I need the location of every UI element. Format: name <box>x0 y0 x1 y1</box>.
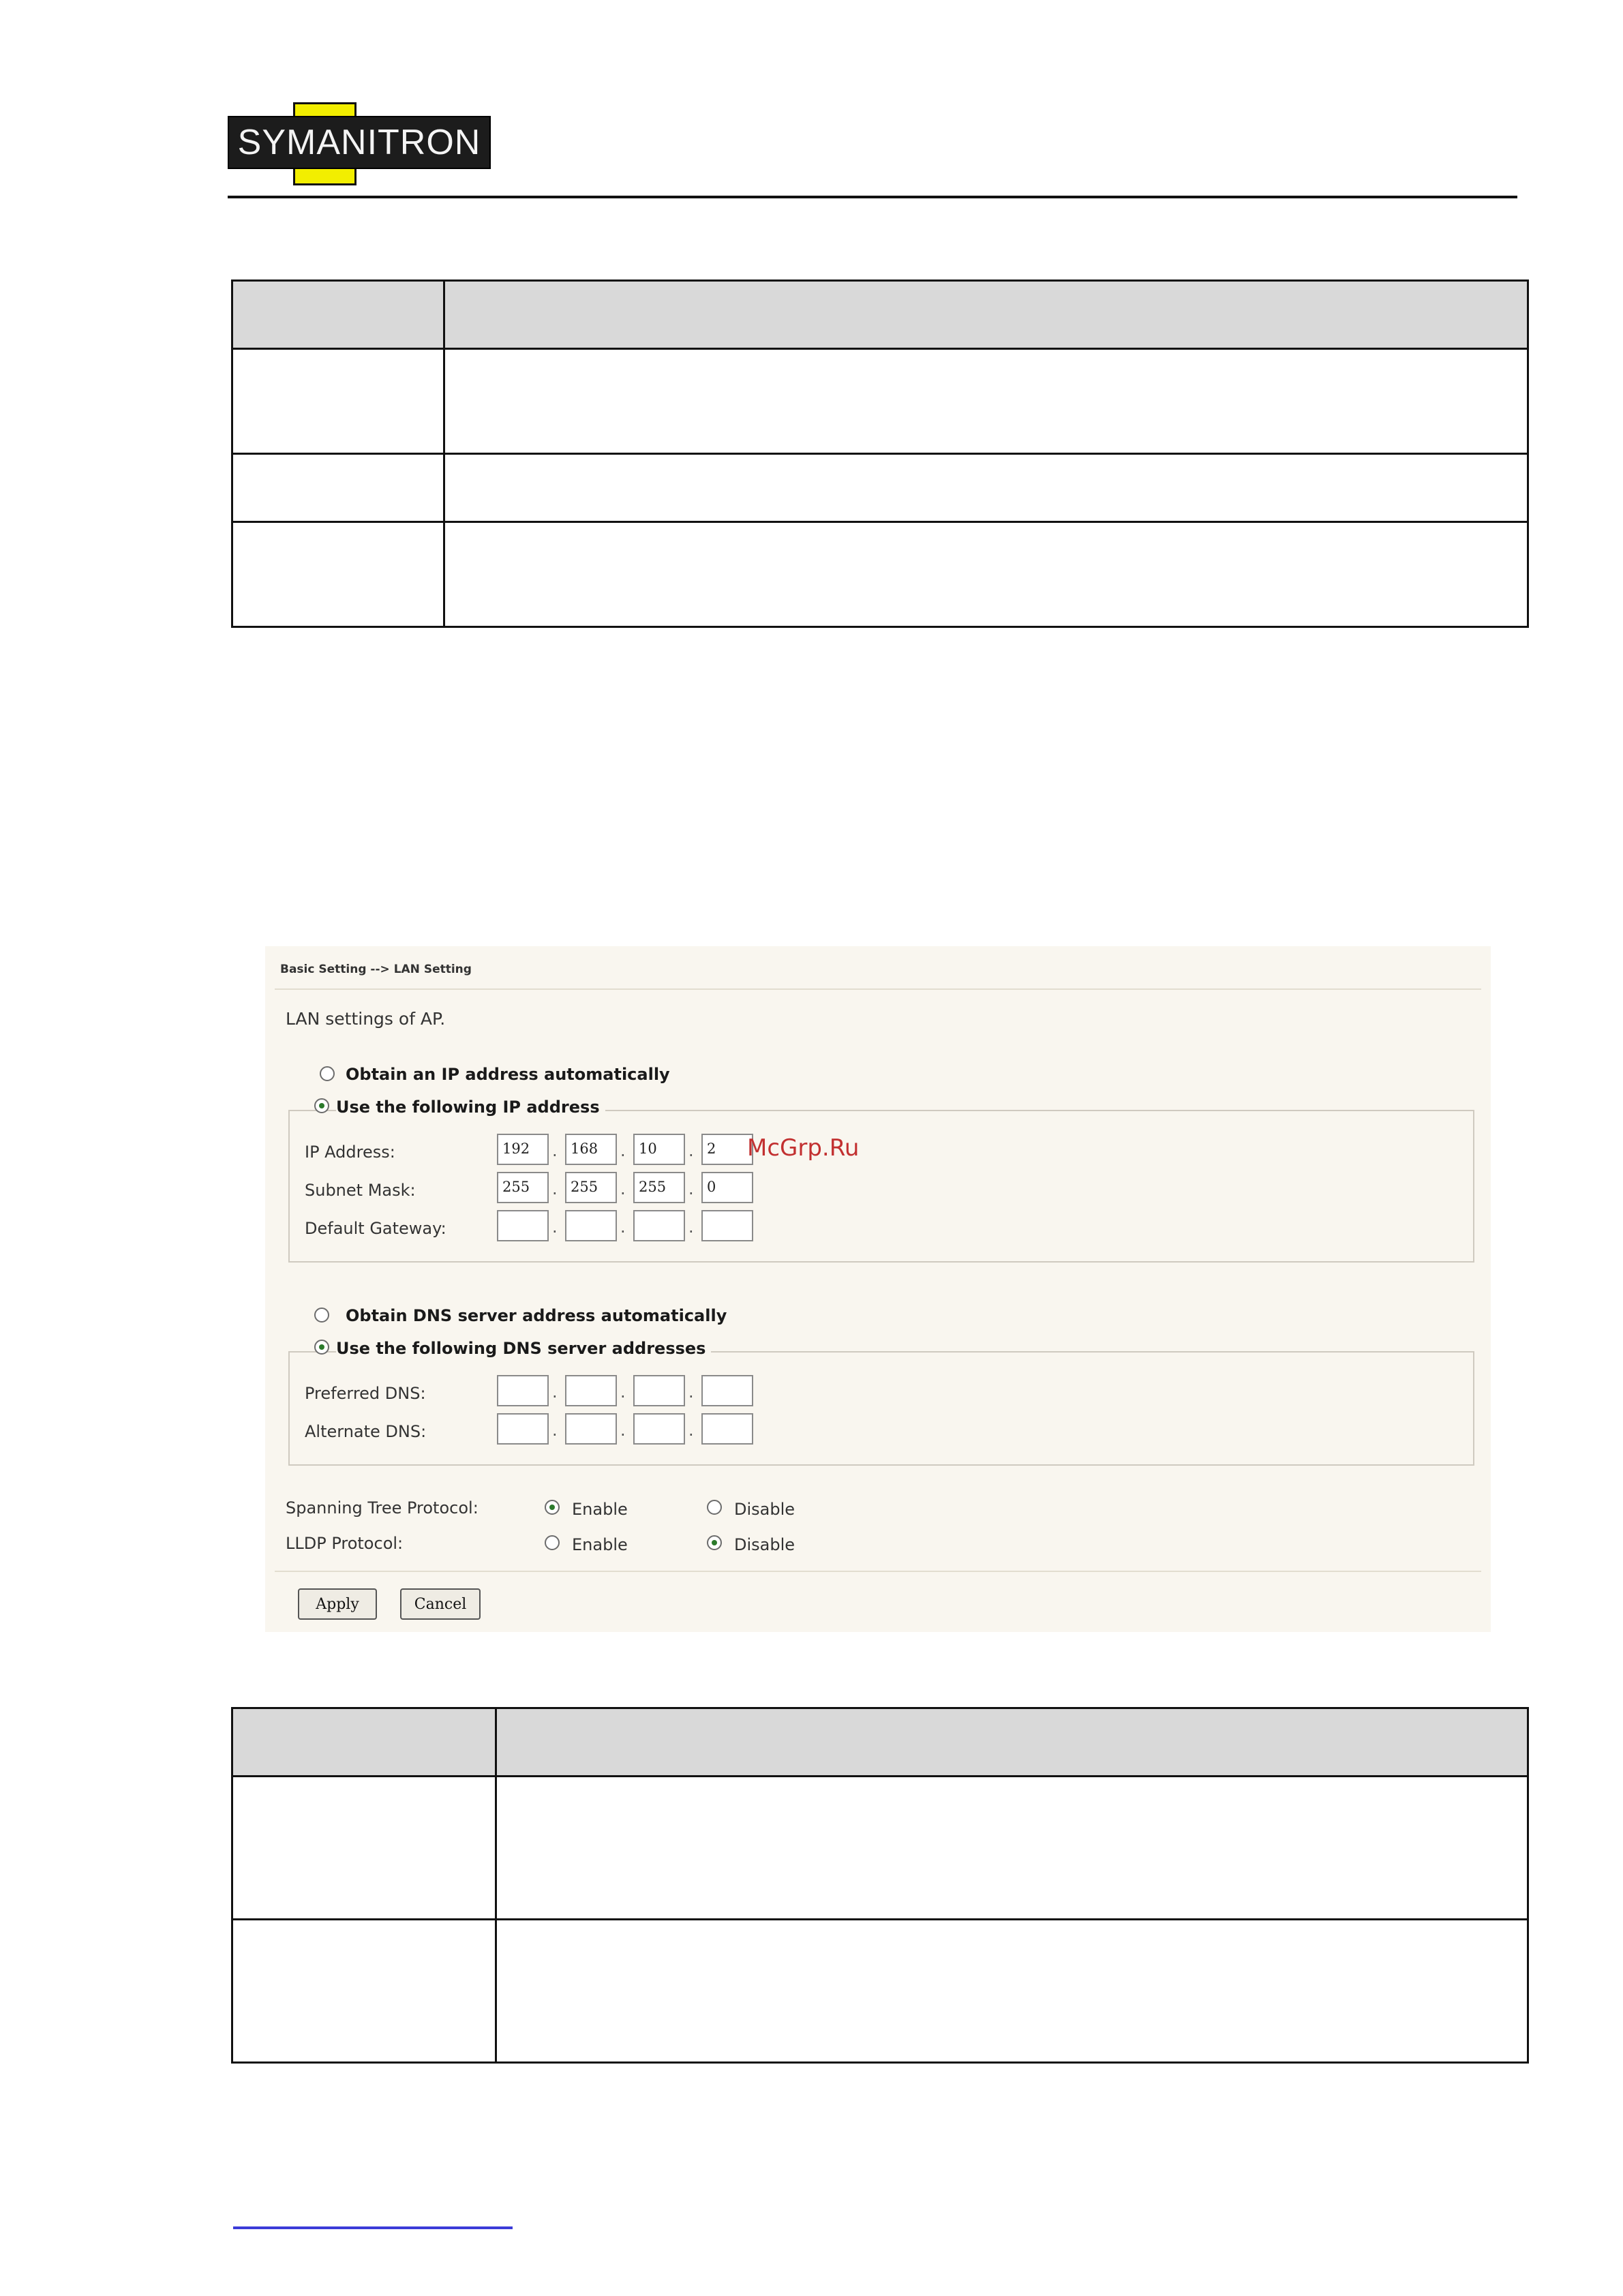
lan-setting-screenshot <box>265 946 1491 1632</box>
octet-dot: . <box>688 1421 694 1440</box>
top-table-cell <box>232 522 444 627</box>
octet-dot: . <box>620 1141 626 1160</box>
octet-dot: . <box>552 1141 558 1160</box>
octet-dot: . <box>688 1218 694 1237</box>
bottom-table-header-col1 <box>232 1708 496 1777</box>
alternate-dns-octet-2[interactable] <box>565 1413 617 1445</box>
watermark-text: McGrp.Ru <box>747 1134 860 1162</box>
top-table <box>231 280 1529 628</box>
octet-dot: . <box>620 1218 626 1237</box>
button-divider <box>275 1571 1481 1572</box>
stp-enable-label: Enable <box>572 1500 628 1519</box>
dns-auto-label: Obtain DNS server address automatically <box>346 1306 727 1325</box>
top-table-cell <box>232 349 444 454</box>
subnet-mask-octet-4[interactable]: 0 <box>701 1172 753 1203</box>
company-logo <box>228 102 491 185</box>
dns-fieldset <box>288 1351 1474 1466</box>
stp-disable-radio[interactable] <box>707 1500 722 1515</box>
bottom-table-header-col2 <box>496 1708 1528 1777</box>
top-table-cell <box>444 522 1528 627</box>
cancel-button[interactable]: Cancel <box>400 1588 481 1620</box>
default-gateway-octet-2[interactable] <box>565 1210 617 1241</box>
default-gateway-label: Default Gateway: <box>305 1219 446 1238</box>
ip-address-label: IP Address: <box>305 1143 395 1162</box>
octet-dot: . <box>620 1179 626 1198</box>
lldp-enable-radio[interactable] <box>545 1535 560 1550</box>
dns-auto-radio[interactable] <box>314 1308 329 1323</box>
octet-dot: . <box>552 1218 558 1237</box>
apply-button[interactable]: Apply <box>298 1588 377 1620</box>
stp-label: Spanning Tree Protocol: <box>286 1498 479 1517</box>
intro-text: LAN settings of AP. <box>286 1009 446 1029</box>
ip-manual-radio[interactable] <box>314 1098 329 1113</box>
top-table-cell <box>444 454 1528 522</box>
alternate-dns-label: Alternate DNS: <box>305 1422 427 1441</box>
logo-box <box>228 116 491 169</box>
preferred-dns-octet-2[interactable] <box>565 1375 617 1406</box>
octet-dot: . <box>688 1141 694 1160</box>
dns-manual-label: Use the following DNS server addresses <box>336 1339 711 1358</box>
ip-address-octet-2[interactable]: 168 <box>565 1134 617 1165</box>
stp-enable-radio[interactable] <box>545 1500 560 1515</box>
subnet-mask-octet-3[interactable]: 255 <box>633 1172 685 1203</box>
default-gateway-octet-1[interactable] <box>497 1210 549 1241</box>
octet-dot: . <box>620 1383 626 1402</box>
alternate-dns-octet-4[interactable] <box>701 1413 753 1445</box>
ip-address-octet-1[interactable]: 192 <box>497 1134 549 1165</box>
preferred-dns-label: Preferred DNS: <box>305 1384 426 1403</box>
top-table-header-col1 <box>232 281 444 349</box>
breadcrumb: Basic Setting --> LAN Setting <box>280 963 472 976</box>
lldp-enable-label: Enable <box>572 1535 628 1554</box>
preferred-dns-octet-1[interactable] <box>497 1375 549 1406</box>
default-gateway-octet-3[interactable] <box>633 1210 685 1241</box>
subnet-mask-label: Subnet Mask: <box>305 1181 416 1200</box>
dns-manual-radio[interactable] <box>314 1340 329 1355</box>
bottom-table-cell <box>232 1920 496 2063</box>
ip-auto-radio[interactable] <box>320 1066 335 1081</box>
top-table-cell <box>232 454 444 522</box>
alternate-dns-octet-3[interactable] <box>633 1413 685 1445</box>
ip-address-octet-3[interactable]: 10 <box>633 1134 685 1165</box>
stp-disable-label: Disable <box>734 1500 795 1519</box>
octet-dot: . <box>620 1421 626 1440</box>
ip-manual-label: Use the following IP address <box>336 1098 605 1117</box>
bottom-table <box>231 1707 1529 2064</box>
preferred-dns-octet-3[interactable] <box>633 1375 685 1406</box>
subnet-mask-octet-2[interactable]: 255 <box>565 1172 617 1203</box>
ip-fieldset <box>288 1110 1474 1263</box>
alternate-dns-octet-1[interactable] <box>497 1413 549 1445</box>
bottom-table-cell <box>496 1920 1528 2063</box>
top-table-cell <box>444 349 1528 454</box>
header-rule <box>228 196 1517 198</box>
octet-dot: . <box>552 1179 558 1198</box>
logo-text: SYMANITRON <box>237 123 481 162</box>
bottom-table-cell <box>232 1777 496 1920</box>
default-gateway-octet-4[interactable] <box>701 1210 753 1241</box>
ip-address-octet-4[interactable]: 2 <box>701 1134 753 1165</box>
lldp-disable-radio[interactable] <box>707 1535 722 1550</box>
top-table-header-col2 <box>444 281 1528 349</box>
subnet-mask-octet-1[interactable]: 255 <box>497 1172 549 1203</box>
octet-dot: . <box>688 1179 694 1198</box>
breadcrumb-divider <box>275 988 1481 990</box>
lldp-label: LLDP Protocol: <box>286 1534 404 1553</box>
octet-dot: . <box>688 1383 694 1402</box>
preferred-dns-octet-4[interactable] <box>701 1375 753 1406</box>
lldp-disable-label: Disable <box>734 1535 795 1554</box>
ip-auto-label: Obtain an IP address automatically <box>346 1065 670 1084</box>
bottom-table-cell <box>496 1777 1528 1920</box>
octet-dot: . <box>552 1383 558 1402</box>
octet-dot: . <box>552 1421 558 1440</box>
footer-link-underline[interactable] <box>233 2226 513 2229</box>
